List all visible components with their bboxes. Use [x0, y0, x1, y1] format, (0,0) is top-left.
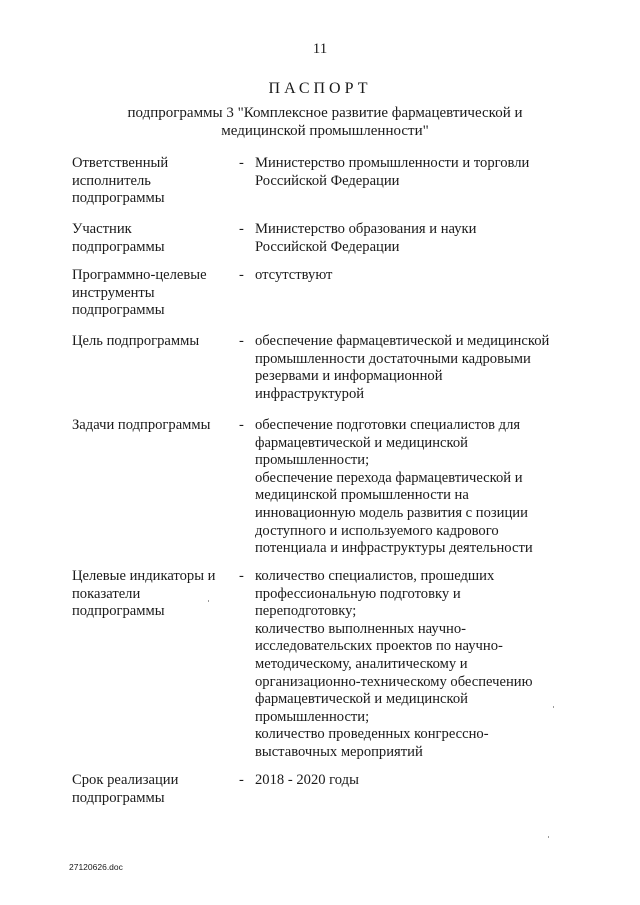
- row-value: [255, 221, 575, 256]
- row-label: [72, 568, 232, 621]
- value-line: переподготовку;: [255, 603, 357, 620]
- value-line: 2018 - 2020 годы: [255, 772, 359, 788]
- label-line: подпрограммы: [72, 603, 165, 620]
- label-line: подпрограммы: [72, 238, 165, 255]
- row-label: [72, 417, 232, 435]
- value-line: выставочных мероприятий: [255, 743, 423, 760]
- row-dash: -: [239, 155, 244, 171]
- row-participant: [72, 221, 477, 256]
- label-line: подпрограммы: [72, 302, 165, 319]
- value-line: количество специалистов, прошедших: [255, 568, 495, 584]
- label-line: Цель подпрограммы: [72, 333, 200, 349]
- value-line: количество проведенных конгрессно-: [255, 726, 489, 743]
- value-line: фармацевтической и медицинской: [255, 434, 468, 451]
- row-value: [255, 333, 575, 403]
- row-tasks: [72, 417, 533, 557]
- row-term: [72, 772, 359, 807]
- row-label: [72, 267, 232, 320]
- subtitle-line: подпрограммы 3 "Комплексное развитие фармацевтической и: [127, 105, 523, 121]
- page-number: 11: [312, 41, 328, 57]
- label-line: Срок реализации: [72, 772, 179, 788]
- row-responsible: [72, 155, 530, 208]
- row-label: [72, 221, 232, 256]
- row-label: [72, 772, 232, 807]
- label-line: Участник: [72, 221, 132, 237]
- value-line: промышленности;: [255, 708, 370, 725]
- value-line: отсутствуют: [255, 267, 333, 283]
- label-line: подпрограммы: [72, 190, 165, 207]
- row-dash: -: [239, 267, 244, 283]
- value-line: фармацевтической и медицинской: [255, 691, 468, 708]
- value-line: медицинской промышленности на: [255, 487, 469, 504]
- label-line: Программно-целевые: [72, 267, 207, 283]
- value-line: Министерство образования и науки: [255, 221, 477, 237]
- value-line: исследовательских проектов по научно-: [255, 638, 503, 655]
- value-line: Российской Федерации: [255, 172, 400, 189]
- scan-speck: [208, 600, 209, 602]
- row-value: [255, 417, 575, 558]
- row-instruments: [72, 267, 333, 320]
- row-dash: -: [239, 221, 244, 237]
- row-dash: -: [239, 333, 244, 349]
- value-line: методическому, аналитическому и: [255, 655, 468, 672]
- row-label: [72, 155, 232, 208]
- row-goal: [72, 333, 550, 402]
- value-line: обеспечение подготовки специалистов для: [255, 417, 521, 433]
- document-subtitle: [80, 104, 570, 140]
- label-line: подпрограммы: [72, 789, 165, 806]
- value-line: обеспечение перехода фармацевтической и: [255, 469, 523, 486]
- value-line: организационно-техническому обеспечению: [255, 673, 533, 690]
- value-line: обеспечение фармацевтической и медицинской: [255, 333, 550, 349]
- label-line: показатели: [72, 585, 141, 602]
- document-title: ПАСПОРТ: [268, 80, 372, 97]
- value-line: количество выполненных научно-: [255, 620, 467, 637]
- footer-filename: 27120626.doc: [69, 862, 123, 872]
- row-label: [72, 333, 232, 351]
- scan-speck: [553, 706, 554, 708]
- row-value: [255, 772, 575, 790]
- row-dash: -: [239, 417, 244, 433]
- row-indicators: [72, 568, 533, 760]
- value-line: промышленности;: [255, 452, 370, 469]
- row-value: [255, 568, 575, 762]
- value-line: потенциала и инфраструктуры деятельности: [255, 540, 533, 557]
- label-line: Целевые индикаторы и: [72, 568, 216, 584]
- value-line: профессиональную подготовку и: [255, 585, 461, 602]
- value-line: инфраструктурой: [255, 385, 365, 402]
- value-line: Министерство промышленности и торговли: [255, 155, 530, 171]
- value-line: промышленности достаточными кадровыми: [255, 350, 531, 367]
- value-line: Российской Федерации: [255, 238, 400, 255]
- row-value: [255, 155, 575, 190]
- scan-speck: [548, 836, 549, 838]
- value-line: инновационную модель развития с позиции: [255, 504, 528, 521]
- value-line: доступного и используемого кадрового: [255, 522, 499, 539]
- row-dash: -: [239, 772, 244, 788]
- value-line: резервами и информационной: [255, 368, 443, 385]
- row-value: [255, 267, 575, 285]
- label-line: Задачи подпрограммы: [72, 417, 211, 433]
- row-dash: -: [239, 568, 244, 584]
- label-line: исполнитель: [72, 172, 151, 189]
- label-line: инструменты: [72, 284, 155, 301]
- subtitle-line: медицинской промышленности": [221, 123, 429, 139]
- label-line: Ответственный: [72, 155, 169, 171]
